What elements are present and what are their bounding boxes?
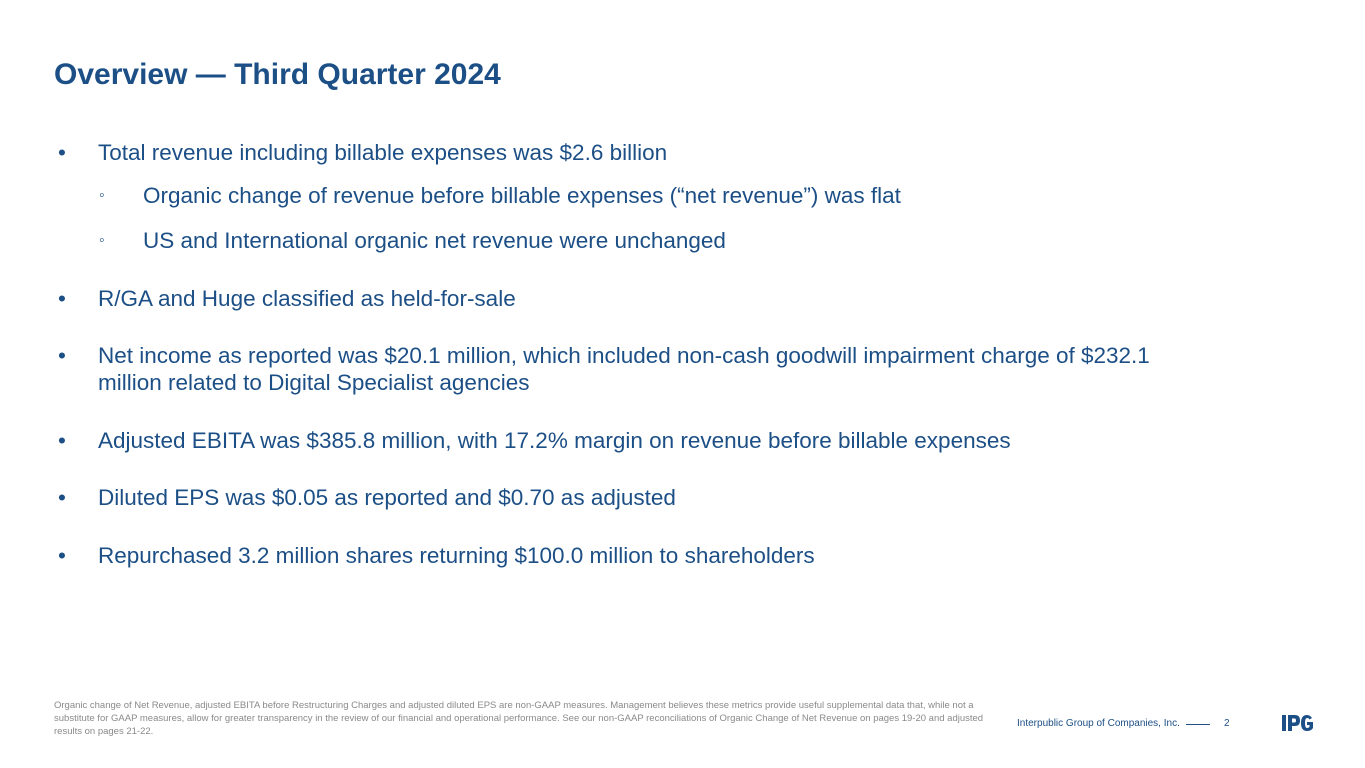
bullet-text: Net income as reported was $20.1 million, which included non-cash goodwill impairment charge of $232.1 million related to Digital Specialist agencies bbox=[98, 343, 1150, 395]
bullet-text: R/GA and Huge classified as held-for-sale bbox=[98, 286, 516, 311]
page-title: Overview — Third Quarter 2024 bbox=[54, 58, 501, 91]
bullet-marker: • bbox=[58, 485, 66, 510]
sub-bullet-item bbox=[99, 182, 901, 209]
bullet-item bbox=[58, 285, 1178, 312]
bullet-text: Repurchased 3.2 million shares returning $100.0 million to shareholders bbox=[98, 543, 815, 568]
bullet-item bbox=[58, 342, 1178, 396]
bullet-marker: • bbox=[58, 140, 66, 165]
footnote: Organic change of Net Revenue, adjusted EBITA before Restructuring Charges and adjusted diluted EPS are non-GAAP measures. Management believes these metrics provide useful supplemental data that, while not a substitute for GAAP measures, allow for greater transparency in the review of our financial and operational performance. See our non-GAAP reconciliations of Organic Change of Net Revenue on pages 19-20 and adjusted results on pages 21-22. bbox=[54, 700, 984, 737]
bullet-text: Diluted EPS was $0.05 as reported and $0.70 as adjusted bbox=[98, 485, 676, 510]
bullet-text: Total revenue including billable expenses was $2.6 billion bbox=[98, 140, 668, 165]
footer-company-name: Interpublic Group of Companies, Inc. bbox=[1017, 718, 1180, 729]
sub-bullet-text: Organic change of revenue before billable expenses (“net revenue”) was flat bbox=[143, 183, 901, 208]
bullet-marker: • bbox=[58, 343, 66, 368]
footer-divider bbox=[1186, 724, 1210, 725]
bullet-marker: • bbox=[58, 543, 66, 568]
sub-bullet-item bbox=[99, 227, 726, 254]
bullet-marker: • bbox=[58, 286, 66, 311]
sub-bullet-marker: ◦ bbox=[99, 232, 105, 249]
bullet-item bbox=[58, 484, 1178, 511]
bullet-item bbox=[58, 542, 1178, 569]
sub-bullet-marker: ◦ bbox=[99, 187, 105, 204]
bullet-item bbox=[58, 427, 1178, 454]
page-number: 2 bbox=[1224, 718, 1230, 729]
bullet-marker: • bbox=[58, 428, 66, 453]
sub-bullet-text: US and International organic net revenue were unchanged bbox=[143, 228, 726, 253]
bullet-item bbox=[58, 139, 1178, 166]
ipg-logo-icon bbox=[1282, 713, 1314, 733]
bullet-text: Adjusted EBITA was $385.8 million, with 17.2% margin on revenue before billable expenses bbox=[98, 428, 1011, 453]
